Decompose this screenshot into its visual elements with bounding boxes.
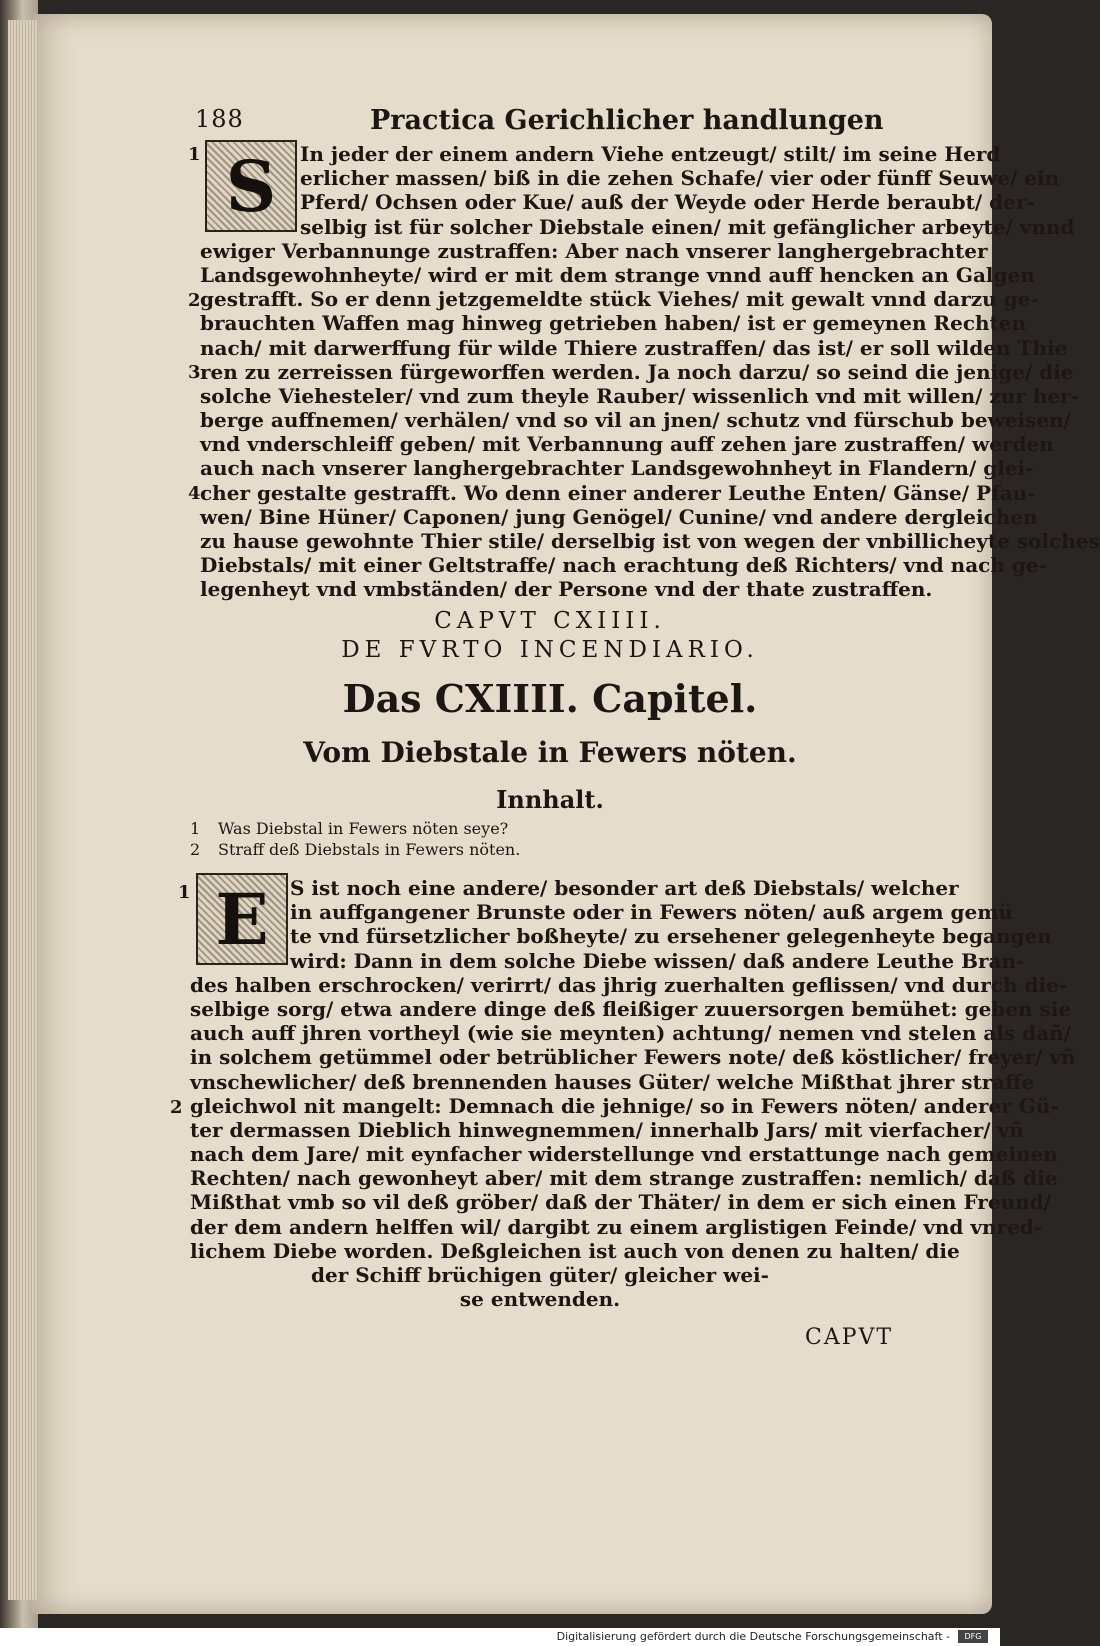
text-line: Diebstals/ mit einer Geltstraffe/ nach erachtung deß Richters/ vnd nach ge- [200,553,1047,578]
text-line: des halben erschrocken/ verirrt/ das jhrig zuerhalten geflissen/ vnd durch die- [190,972,1068,997]
text-line: te vnd fürsetzlicher boßheyte/ zu ersehener gelegenheyte begangen [290,924,1052,949]
contents-item-number: 2 [190,840,201,859]
running-title: Practica Gerichlicher handlungen [370,105,884,136]
text-line: Landsgewohnheyte/ wird er mit dem strange vnnd auff hencken an Galgen [200,262,1035,287]
text-line: auch auff jhren vortheyl (wie sie meynten) achtung/ nemen vnd stelen als dañ/ [190,1021,1071,1046]
contents-item [190,839,690,860]
text-line: nach/ mit darwerffung für wilde Thiere zustraffen/ das ist/ er soll wilden Thie [200,335,1068,360]
dropcap-letter: E [198,875,286,963]
text-line: in solchem getümmel oder betrüblicher Fewers note/ deß köstlicher/ freyer/ vñ [190,1045,1076,1070]
text-line: lichem Diebe worden. Deßgleichen ist auch von denen zu halten/ die [190,1238,960,1263]
paragraph-theft-during-fire [190,876,1076,1312]
text-line: se entwenden. [459,1287,621,1312]
text-line: Pferd/ Ochsen oder Kue/ auß der Weyde oder Herde beraubt/ der- [300,190,1035,215]
page-header [195,105,895,145]
dropcap-letter: S [207,142,295,230]
text-line: in auffgangener Brunste oder in Fewers nöten/ auß argem gemü [290,900,1013,925]
text-line: berge auffnemen/ verhälen/ vnd so vil an jnen/ schutz vnd fürschub beweisen/ [200,408,1071,433]
chapter-latin-title: DE FVRTO INCENDIARIO. [341,637,759,663]
text-line: gleichwol nit mangelt: Demnach die jehnige/ so in Fewers nöten/ anderer Gü- [190,1093,1059,1118]
paragraph-theft-of-livestock [200,142,1100,602]
text-line: ewiger Verbannunge zustraffen: Aber nach vnserer langhergebrachter [200,238,988,263]
text-line: vnd vnderschleiff geben/ mit Verbannung auff zehen jare zustraffen/ werden [200,432,1054,457]
margin-number: 2 [188,290,201,311]
contents-item-text: Straff deß Diebstals in Fewers nöten. [218,840,521,859]
text-line: der Schiff brüchigen güter/ gleicher wei- [311,1263,769,1287]
text-line: cher gestalte gestrafft. Wo denn einer anderer Leuthe Enten/ Gänse/ Pfau- [200,480,1036,505]
margin-number: 1 [178,882,191,903]
text-line: ter dermassen Dieblich hinwegnemmen/ innerhalb Jars/ mit vierfacher/ vñ [190,1117,1024,1142]
funding-credit: Digitalisierung gefördert durch die Deutsche Forschungsgemeinschaft - [556,1630,950,1643]
chapter-german-title: Das CXIIII. Capitel. [342,676,758,721]
page-stack-edges [8,20,38,1600]
text-line: gestrafft. So er denn jetzgemeldte stück Viehes/ mit gewalt vnnd darzu ge- [200,287,1039,312]
page-number: 188 [195,105,244,133]
dfg-logo: DFG [958,1630,988,1643]
text-line: der dem andern helffen wil/ dargibt zu einem arglistigen Feinde/ vnd vnred- [190,1214,1043,1239]
margin-number: 2 [170,1097,183,1118]
text-line: ren zu zerreissen fürgeworffen werden. Ja noch darzu/ so seind die jenige/ die [200,359,1074,384]
contents-item-text: Was Diebstal in Fewers nöten seye? [218,819,509,838]
chapter-subtitle: Vom Diebstale in Fewers nöten. [303,736,797,769]
chapter-contents-list [190,818,690,860]
text-line: Rechten/ nach gewonheyt aber/ mit dem strange zustraffen: nemlich/ daß die [190,1166,1058,1191]
text-line: erlicher massen/ biß in die zehen Schafe/ vier oder fünff Seuwe/ ein [300,166,1060,191]
catchword: CAPVT [805,1325,894,1350]
text-line: Mißthat vmb so vil deß gröber/ daß der Thäter/ in dem er sich einen Freund/ [190,1190,1051,1215]
text-line: zu hause gewohnte Thier stile/ derselbig ist von wegen der vnbillicheyte solches [200,529,1100,553]
text-line: selbig ist für solcher Diebstale einen/ mit gefänglicher arbeyte/ vnnd [300,214,1075,239]
contents-label: Innhalt. [496,785,604,814]
text-line: wen/ Bine Hüner/ Caponen/ jung Genögel/ Cunine/ vnd andere dergleichen [200,504,1038,529]
text-line: auch nach vnserer langhergebrachter Landsgewohnheyt in Flandern/ glei- [200,456,1034,481]
text-line: selbige sorg/ etwa andere dinge deß fleißiger zuuersorgen bemühet: geben sie [190,996,1072,1021]
margin-number: 3 [188,362,201,383]
text-line: wird: Dann in dem solche Diebe wissen/ daß andere Leuthe Bran- [290,948,1025,973]
text-line: S ist noch eine andere/ besonder art deß Diebstals/ welcher [290,876,959,900]
text-line: In jeder der einem andern Viehe entzeugt/ stilt/ im seine Herd [300,142,1001,166]
text-line: nach dem Jare/ mit eynfacher widerstellunge vnd erstattunge nach gemeinen [190,1142,1058,1167]
text-line: brauchten Waffen mag hinweg getrieben haben/ ist er gemeynen Rechten [200,311,1027,336]
text-line: vnschewlicher/ deß brennenden hauses Güter/ welche Mißthat jhrer straffe [190,1069,1035,1094]
chapter-caput-latin: CAPVT CXIIII. [434,608,666,634]
text-line: solche Viehesteler/ vnd zum theyle Rauber/ wissenlich vnd mit willen/ zur her- [200,383,1079,408]
digitization-footer [0,1628,1000,1646]
contents-item [190,818,690,839]
margin-number: 1 [188,144,201,165]
contents-item-number: 1 [190,819,201,838]
text-line: legenheyt vnd vmbständen/ der Persone vnd der thate zustraffen. [200,577,933,602]
margin-number: 4 [188,483,201,504]
